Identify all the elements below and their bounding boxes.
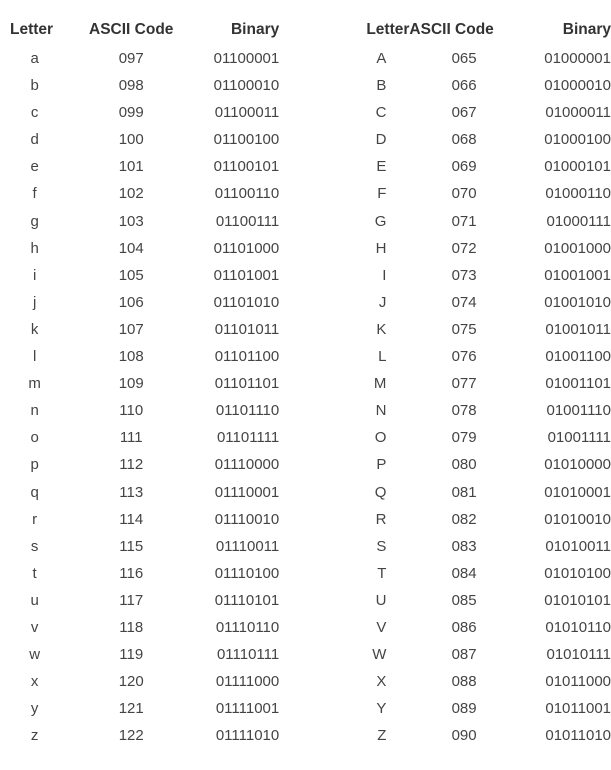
cell-uppercase-ascii-code: 088 <box>451 673 477 691</box>
cell-lowercase-binary: 01110001 <box>214 483 280 501</box>
cell-lowercase-ascii-code: 108 <box>118 348 144 366</box>
cell-uppercase-letter: T <box>377 564 387 582</box>
cell-uppercase-ascii-code: 072 <box>451 239 477 257</box>
cell-lowercase-binary: 01100010 <box>213 77 280 95</box>
cell-uppercase-ascii-code: 068 <box>451 131 477 149</box>
header-letter-lowercase: Letter <box>10 21 54 38</box>
cell-lowercase-binary: 01110010 <box>214 510 280 528</box>
cell-lowercase-binary: 01101011 <box>214 320 280 338</box>
cell-lowercase-letter: f <box>32 185 37 203</box>
cell-uppercase-binary: 01001110 <box>546 402 611 420</box>
cell-lowercase-letter: d <box>30 131 39 149</box>
cell-lowercase-ascii-code: 114 <box>119 510 144 528</box>
cell-uppercase-binary: 01001001 <box>544 266 611 284</box>
cell-lowercase-letter: u <box>30 591 39 609</box>
cell-uppercase-letter: A <box>376 50 387 67</box>
cell-lowercase-binary: 01100101 <box>213 158 280 176</box>
cell-lowercase-letter: p <box>30 456 39 474</box>
cell-uppercase-ascii-code: 079 <box>451 429 477 447</box>
cell-lowercase-binary: 01100100 <box>213 131 280 149</box>
table-row <box>0 424 611 451</box>
cell-uppercase-ascii-code: 071 <box>451 212 477 230</box>
cell-lowercase-letter: a <box>30 50 39 67</box>
cell-uppercase-ascii-code: 066 <box>451 77 477 95</box>
cell-lowercase-ascii-code: 110 <box>119 402 144 420</box>
cell-lowercase-binary: 01110101 <box>214 591 280 609</box>
cell-lowercase-ascii-code: 109 <box>118 375 144 393</box>
cell-lowercase-letter: c <box>30 104 39 122</box>
cell-lowercase-ascii-code: 105 <box>118 266 144 284</box>
cell-lowercase-letter: s <box>30 537 39 555</box>
table-row <box>0 126 611 153</box>
cell-uppercase-binary: 01010111 <box>546 646 611 664</box>
cell-lowercase-binary: 01111001 <box>215 700 280 718</box>
table-row <box>0 668 611 695</box>
table-row <box>0 451 611 478</box>
cell-lowercase-binary: 01101101 <box>214 375 280 393</box>
cell-uppercase-ascii-code: 084 <box>451 564 477 582</box>
cell-lowercase-letter: m <box>28 375 41 393</box>
cell-uppercase-ascii-code: 081 <box>451 483 477 501</box>
cell-uppercase-letter: M <box>373 375 387 393</box>
cell-uppercase-letter: X <box>376 673 387 691</box>
cell-uppercase-letter: O <box>374 429 387 447</box>
cell-lowercase-ascii-code: 121 <box>118 700 144 718</box>
cell-uppercase-binary: 01000110 <box>545 185 611 203</box>
table-row <box>0 153 611 180</box>
cell-uppercase-letter: J <box>378 293 387 311</box>
table-row <box>0 587 611 614</box>
cell-uppercase-ascii-code: 067 <box>451 104 477 122</box>
cell-uppercase-ascii-code: 069 <box>451 158 477 176</box>
header-ascii-code-lowercase: ASCII Code <box>89 21 174 38</box>
ascii-table <box>0 14 611 749</box>
table-row <box>0 289 611 316</box>
cell-uppercase-binary: 01001100 <box>545 348 611 366</box>
cell-uppercase-ascii-code: 086 <box>451 618 477 636</box>
table-row <box>0 695 611 722</box>
cell-lowercase-binary: 01110100 <box>214 564 280 582</box>
cell-lowercase-binary: 01100001 <box>213 50 280 67</box>
cell-uppercase-binary: 01001011 <box>545 320 611 338</box>
table-row <box>0 641 611 668</box>
table-row <box>0 479 611 506</box>
cell-uppercase-ascii-code: 080 <box>451 456 477 474</box>
cell-lowercase-binary: 01101111 <box>216 429 280 447</box>
cell-lowercase-letter: n <box>30 402 39 420</box>
cell-lowercase-ascii-code: 112 <box>119 456 144 474</box>
table-row <box>0 208 611 235</box>
cell-uppercase-ascii-code: 087 <box>451 646 477 664</box>
cell-lowercase-binary: 01100110 <box>214 185 280 203</box>
cell-uppercase-binary: 01001000 <box>544 239 611 257</box>
cell-lowercase-letter: x <box>30 673 39 691</box>
cell-uppercase-letter: D <box>375 131 387 149</box>
cell-uppercase-letter: U <box>375 591 387 609</box>
cell-uppercase-binary: 01000001 <box>544 50 611 67</box>
table-row <box>0 722 611 749</box>
cell-uppercase-letter: F <box>377 185 387 203</box>
cell-uppercase-letter: N <box>375 402 387 420</box>
cell-uppercase-binary: 01001111 <box>547 429 611 447</box>
table-body <box>0 45 611 749</box>
table-row <box>0 370 611 397</box>
table-row <box>0 560 611 587</box>
cell-lowercase-ascii-code: 106 <box>118 293 144 311</box>
table-row <box>0 262 611 289</box>
cell-uppercase-binary: 01011001 <box>545 700 611 718</box>
cell-lowercase-binary: 01110000 <box>214 456 280 474</box>
cell-uppercase-binary: 01000111 <box>546 212 611 230</box>
cell-uppercase-letter: W <box>372 646 387 664</box>
table-row <box>0 72 611 99</box>
table-row <box>0 99 611 126</box>
cell-uppercase-letter: Q <box>374 483 387 501</box>
cell-lowercase-ascii-code: 111 <box>119 429 143 447</box>
cell-uppercase-binary: 01000101 <box>544 158 611 176</box>
cell-uppercase-binary: 01000100 <box>544 131 611 149</box>
cell-uppercase-binary: 01010101 <box>544 591 611 609</box>
cell-lowercase-binary: 01101100 <box>214 348 280 366</box>
cell-lowercase-ascii-code: 103 <box>118 212 144 230</box>
cell-lowercase-ascii-code: 098 <box>118 77 144 95</box>
table-row <box>0 533 611 560</box>
cell-lowercase-ascii-code: 104 <box>118 239 144 257</box>
cell-lowercase-ascii-code: 117 <box>119 591 144 609</box>
table-row <box>0 45 611 72</box>
cell-uppercase-binary: 01010110 <box>545 618 611 636</box>
header-binary-uppercase: Binary <box>562 21 611 38</box>
cell-uppercase-ascii-code: 089 <box>451 700 477 718</box>
cell-lowercase-letter: l <box>32 348 37 366</box>
cell-lowercase-ascii-code: 120 <box>118 673 144 691</box>
cell-uppercase-letter: I <box>382 266 387 284</box>
cell-lowercase-binary: 01100011 <box>214 104 280 122</box>
cell-uppercase-letter: K <box>376 320 387 338</box>
cell-uppercase-binary: 01000010 <box>544 77 611 95</box>
cell-uppercase-binary: 01010100 <box>544 564 611 582</box>
cell-uppercase-letter: S <box>376 537 387 555</box>
cell-lowercase-ascii-code: 100 <box>118 131 144 149</box>
cell-uppercase-ascii-code: 070 <box>451 185 477 203</box>
cell-uppercase-letter: Z <box>377 727 387 745</box>
cell-lowercase-letter: t <box>32 564 37 582</box>
table-row <box>0 235 611 262</box>
cell-uppercase-binary: 01010011 <box>545 537 611 555</box>
cell-lowercase-letter: z <box>30 727 39 745</box>
cell-lowercase-binary: 01101000 <box>213 239 280 257</box>
cell-uppercase-binary: 01000011 <box>545 104 611 122</box>
cell-uppercase-letter: L <box>378 348 387 366</box>
cell-lowercase-binary: 01110011 <box>215 537 280 555</box>
cell-lowercase-binary: 01101001 <box>213 266 280 284</box>
cell-uppercase-binary: 01001010 <box>544 293 611 311</box>
cell-uppercase-ascii-code: 073 <box>451 266 477 284</box>
cell-uppercase-letter: P <box>376 456 387 474</box>
cell-lowercase-letter: q <box>30 483 39 501</box>
cell-uppercase-binary: 01011000 <box>545 673 611 691</box>
cell-uppercase-ascii-code: 074 <box>451 293 477 311</box>
cell-uppercase-ascii-code: 082 <box>451 510 477 528</box>
cell-lowercase-ascii-code: 113 <box>119 483 144 501</box>
table-row <box>0 614 611 641</box>
cell-uppercase-ascii-code: 077 <box>451 375 477 393</box>
header-binary-lowercase: Binary <box>230 21 280 38</box>
cell-lowercase-letter: j <box>32 293 37 311</box>
cell-uppercase-letter: E <box>376 158 387 176</box>
cell-uppercase-letter: H <box>375 239 387 257</box>
cell-lowercase-ascii-code: 119 <box>119 646 144 664</box>
cell-lowercase-letter: r <box>32 510 38 528</box>
cell-lowercase-letter: g <box>30 212 39 230</box>
cell-uppercase-letter: B <box>376 77 387 95</box>
cell-lowercase-letter: k <box>30 320 39 338</box>
cell-uppercase-letter: C <box>375 104 387 122</box>
cell-lowercase-letter: y <box>30 700 39 718</box>
cell-lowercase-ascii-code: 116 <box>119 564 144 582</box>
cell-lowercase-binary: 01101010 <box>213 293 280 311</box>
table-row <box>0 316 611 343</box>
cell-lowercase-ascii-code: 099 <box>118 104 144 122</box>
cell-uppercase-letter: V <box>376 618 387 636</box>
cell-lowercase-ascii-code: 118 <box>119 618 144 636</box>
cell-lowercase-letter: o <box>30 429 39 447</box>
cell-lowercase-letter: h <box>30 239 39 257</box>
cell-uppercase-ascii-code: 085 <box>451 591 477 609</box>
cell-uppercase-binary: 01011010 <box>545 727 611 745</box>
cell-lowercase-binary: 01110110 <box>215 618 280 636</box>
cell-lowercase-binary: 01111000 <box>215 673 280 691</box>
table-header-row <box>0 14 611 45</box>
table-row <box>0 397 611 424</box>
cell-lowercase-binary: 01111010 <box>215 727 280 745</box>
cell-lowercase-letter: v <box>30 618 39 636</box>
table-row <box>0 506 611 533</box>
cell-uppercase-ascii-code: 078 <box>451 402 477 420</box>
cell-uppercase-binary: 01010001 <box>544 483 611 501</box>
header-letter-uppercase: Letter <box>366 21 410 38</box>
cell-lowercase-binary: 01100111 <box>215 212 280 230</box>
cell-uppercase-letter: G <box>374 212 387 230</box>
cell-uppercase-ascii-code: 076 <box>451 348 477 366</box>
cell-lowercase-ascii-code: 107 <box>118 320 144 338</box>
header-ascii-code-uppercase: ASCII Code <box>409 21 494 38</box>
cell-lowercase-ascii-code: 122 <box>118 727 144 745</box>
cell-uppercase-ascii-code: 090 <box>451 727 477 745</box>
cell-uppercase-ascii-code: 065 <box>451 50 477 67</box>
cell-lowercase-letter: w <box>29 646 41 664</box>
cell-uppercase-letter: R <box>375 510 387 528</box>
cell-lowercase-binary: 01101110 <box>215 402 280 420</box>
cell-lowercase-ascii-code: 101 <box>118 158 144 176</box>
cell-uppercase-ascii-code: 075 <box>451 320 477 338</box>
cell-lowercase-letter: b <box>30 77 39 95</box>
cell-lowercase-letter: e <box>30 158 39 176</box>
cell-lowercase-ascii-code: 097 <box>118 50 144 67</box>
cell-uppercase-letter: Y <box>376 700 387 718</box>
cell-uppercase-binary: 01010000 <box>544 456 611 474</box>
cell-lowercase-ascii-code: 102 <box>118 185 144 203</box>
cell-uppercase-ascii-code: 083 <box>451 537 477 555</box>
table-row <box>0 343 611 370</box>
cell-lowercase-letter: i <box>32 266 37 284</box>
table-row <box>0 180 611 207</box>
cell-uppercase-binary: 01001101 <box>545 375 611 393</box>
cell-uppercase-binary: 01010010 <box>544 510 611 528</box>
cell-lowercase-ascii-code: 115 <box>119 537 144 555</box>
cell-lowercase-binary: 01110111 <box>216 646 280 664</box>
